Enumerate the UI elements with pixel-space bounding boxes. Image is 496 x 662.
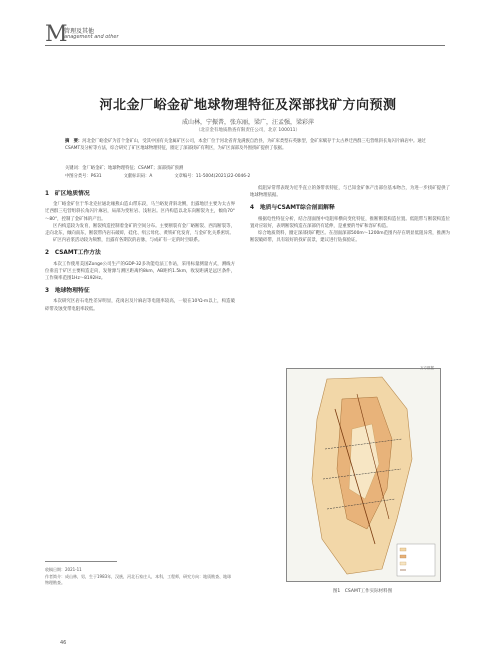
section-4-paragraph-1: 根据电性特征分析，结合剖面图中电阻率横向变化特征，推断断裂构造位置。低阻带与断裂构造位置对应较好，表明断裂构造在深部仍有延伸，是重要的导矿和容矿构造。 — [250, 216, 450, 229]
section-logo-letter: M — [45, 22, 68, 47]
section-1-heading: 1 矿区地质情况 — [45, 191, 90, 197]
abstract-text: 河北金厂峪金矿为首个金矿山，受其中国有关金属矿区公司，本金厂位于河北省青龙满族自治县，为矿床类型石英脉型，金矿床赋存于太古界迁西群三屯营组斜长角闪片麻岩中。通过CSAMT及分析等方法，综合研究了矿区地球物理特征，圈定了深部找矿有利区，为矿区深部及外围找矿提供了依据。 — [65, 139, 426, 151]
footnote-rule — [45, 561, 117, 562]
section-2-paragraph-1: 本次工作使用美国Zonge公司生产的GDP-32多功能电法工作站，采用标量测量方式，测线方位垂直于矿区主要构造走向，发射源与测区距离约8km，AB距约1.5km，收发距满足远区条件，工作频率范围1Hz～8192Hz。 — [45, 261, 235, 282]
right-intro-paragraph: 低阻异常带表现为近乎直立的条带状特征，与已知金矿体产出部位基本吻合，为进一步找矿提供了地球物理依据。 — [250, 186, 450, 199]
watermark-stamp: 万方数据 — [420, 366, 434, 370]
section-title-cn: 管理及其他 — [64, 28, 95, 35]
abstract — [65, 139, 435, 152]
map-legend-swatch-2 — [400, 555, 406, 558]
section-2-heading: 2 CSAMT工作方法 — [45, 250, 101, 257]
survey-map-svg — [287, 369, 440, 581]
document-code: 文献标识码：A — [123, 174, 153, 179]
footnote-received: 收稿日期：2021-11 — [45, 567, 82, 572]
section-4-paragraph-2: 综合地质资料，圈定深部找矿靶区。在剖面深部500m～1200m范围内存在明显低阻异常，推测为断裂破碎带，具有较好的找矿前景，建议进行钻探验证。 — [250, 231, 450, 244]
clc-number: 中图分类号：P631 — [65, 174, 102, 179]
article-affiliation: （北京金有地质勘查有限责任公司，北京 100011） — [195, 128, 301, 133]
section-3-paragraph-1: 本次研究区岩石电性差异明显，花岗岩及片麻岩等电阻率较高，一般在10³Ω·m以上，构造破碎带及蚀变带电阻率较低。 — [45, 299, 235, 312]
article-number: 文章编号：11-5004(2021)22-0046-2 — [174, 174, 251, 179]
footnote-author: 作者简介：成山林，男，生于1983年，汉族，河北石家庄人，本科，工程师，研究方向：地质勘查、地球物理勘查。 — [45, 573, 232, 585]
section-1-paragraph-3: 矿区内岩浆活动较为频繁，出露有各期次的岩脉，与成矿有一定的时空联系。 — [53, 238, 203, 244]
section-title-en: anagement and other — [64, 34, 119, 40]
article-authors: 成山林，宁振普，张东丽，梁广，汪孟强，梁彩萍 — [181, 119, 314, 126]
abstract-label: 摘 要： — [65, 139, 83, 144]
classification-line — [65, 173, 435, 179]
survey-map-figure — [286, 368, 441, 582]
section-3-heading: 3 地球物理特征 — [45, 288, 90, 295]
section-1-paragraph-1: 金厂峪金矿位于华北克拉通北缘燕山造山带东段，马兰峪复背斜北侧，出露地层主要为太古界迁西群三屯营组斜长角闪片麻岩，局部为变粒岩、浅粒岩。区内构造以北东向断裂为主，倾角70°～80°，控制了金矿体的产出。 — [45, 202, 235, 222]
section-4-heading: 4 地质与CSAMT综合剖面解释 — [250, 205, 335, 212]
figure-caption: 图1 CSAMT工作实际材料图 — [332, 589, 393, 594]
left-column — [45, 185, 235, 313]
map-legend-swatch-3 — [400, 562, 406, 565]
map-legend-swatch-1 — [400, 548, 406, 551]
article-title: 河北金厂峪金矿地球物理特征及深部找矿方向预测 — [99, 98, 397, 113]
keywords: 关键词：金厂峪金矿；地球物理特征；CSAMT；深部找矿预测 — [65, 166, 184, 171]
right-column — [250, 185, 450, 244]
header-rule — [45, 45, 445, 46]
footnote — [45, 567, 235, 587]
section-1-paragraph-2: 区内构造较为发育，断裂构造控制着金矿的空间分布。主要断裂有金厂峪断裂、西沟断裂等，走向北东，倾向南东，断裂带内岩石破碎，硅化、绢云母化、黄铁矿化发育，与金矿化关系密切。 — [45, 223, 235, 237]
page-number: 46 — [60, 640, 67, 646]
